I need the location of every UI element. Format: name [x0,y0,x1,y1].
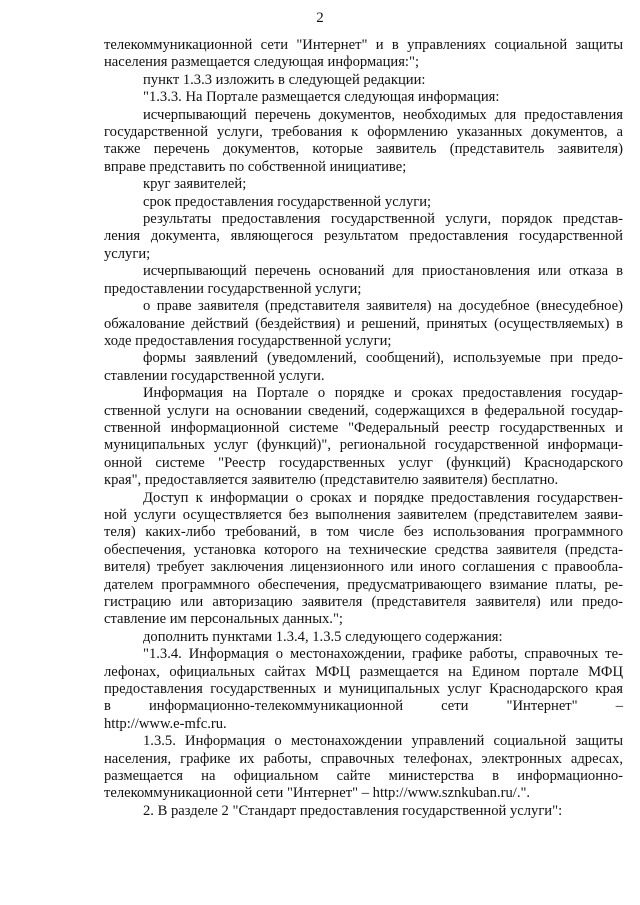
paragraph [104,263,623,298]
text-line: предоставления государственных и муниципальных услуг Краснодарского края [104,681,623,698]
paragraph [104,385,623,489]
paragraph [104,89,623,106]
text-line: вителя) требует заключения лицензионного или иного соглашения с правообла- [104,559,623,576]
paragraph [104,37,623,72]
paragraph [104,629,623,646]
paragraph [104,194,623,211]
text-line: в информационно-телекоммуникационной сети "Интернет" – [104,698,623,715]
text-line: круг заявителей; [143,176,247,193]
text-line: услуги; [104,245,151,262]
text-line: гистрацию или авторизацию заявителя (представителя заявителя) или предо- [104,594,623,610]
text-line: "1.3.4. Информация о местонахождении, графике работы, справочных те- [143,646,623,663]
text-line: предоставлении государственной услуги; [104,280,362,297]
paragraph [104,490,623,629]
text-line: ственной информационной системе "Федеральный реестр государственных и [104,419,623,436]
text-line: дополнить пунктами 1.3.4, 1.3.5 следующего содержания: [143,628,503,645]
text-line: лефонах, официальных сайтах МФЦ размещается на Едином портале МФЦ [104,663,623,680]
text-line: онной системе "Реестр государственных услуг (функций) Краснодарского [104,454,623,471]
text-line: вправе представить по собственной инициативе; [104,158,407,175]
text-line: телекоммуникационной сети "Интернет" – http://www.sznkuban.ru/.". [104,785,531,802]
text-line: 2. В разделе 2 "Стандарт предоставления государственной услуги": [143,802,563,819]
text-line: телекоммуникационной сети "Интернет" и в управлениях социальной защиты [104,37,623,53]
text-line: обжалование действий (бездействия) и решений, принятых (осуществляемых) в [104,315,623,332]
text-line: населения, графике их работы, справочных телефонах, электронных адресах, [104,750,623,767]
paragraph [104,211,623,263]
text-line: исчерпывающий перечень документов, необходимых для предоставления [143,106,623,123]
text-line: обеспечения, установка которого на технические средства заявителя (предста- [104,541,623,558]
paragraph [104,350,623,385]
text-line: ственной услуги на основании сведений, содержащихся в федеральной государ- [104,402,623,419]
paragraph [104,646,623,733]
page-number: 2 [316,10,324,26]
text-line: http://www.e-mfc.ru. [104,715,227,732]
text-line: дателем программного обеспечения, предусматривающего взимание платы, ре- [104,576,623,593]
text-line: срок предоставления государственной услуги; [143,193,432,210]
text-line: государственной услуги, требования к оформлению указанных документов, а [104,124,623,141]
text-line: "1.3.3. На Портале размещается следующая информация: [143,89,500,106]
paragraph [104,803,623,820]
text-line: населения размещается следующая информация:"; [104,54,419,71]
text-line: ной услуги осуществляется без выполнения заявителем (представителем заяви- [104,506,623,523]
paragraph [104,176,623,193]
document-body [104,37,623,820]
text-line: о праве заявителя (представителя заявителя) на досудебное (внесудебное) [143,298,623,315]
paragraph [104,107,623,177]
text-line: края", предоставляется заявителю (представителю заявителя) бесплатно. [104,472,559,489]
text-line: пункт 1.3.3 изложить в следующей редакции: [143,71,426,88]
text-line: ходе предоставления государственной услуги; [104,332,392,349]
text-line: муниципальных услуг (функций)", региональной государственной информаци- [104,437,623,454]
paragraph [104,72,623,89]
paragraph [104,733,623,803]
text-line: формы заявлений (уведомлений, сообщений), используемые при предо- [143,350,623,367]
text-line: ставление им персональных данных."; [104,611,343,628]
text-line: Информация на Портале о порядке и сроках предоставления государ- [143,385,623,402]
text-line: исчерпывающий перечень оснований для приостановления или отказа в [143,263,623,280]
paragraph [104,298,623,350]
text-line: ления документа, являющегося результатом предоставления государственной [104,228,623,245]
text-line: теля) каких-либо требований, в том числе без использования программного [104,524,623,541]
text-line: ставлении государственной услуги. [104,367,325,384]
text-line: размещается на официальном сайте министерства в информационно- [104,768,623,785]
text-line: 1.3.5. Информация о местонахождении управлений социальной защиты [143,733,623,750]
text-line: Доступ к информации о сроках и порядке предоставления государствен- [143,489,623,506]
text-line: результаты предоставления государственной услуги, порядок представ- [143,211,623,228]
text-line: также перечень документов, которые заявитель (представитель заявителя) [104,141,623,158]
